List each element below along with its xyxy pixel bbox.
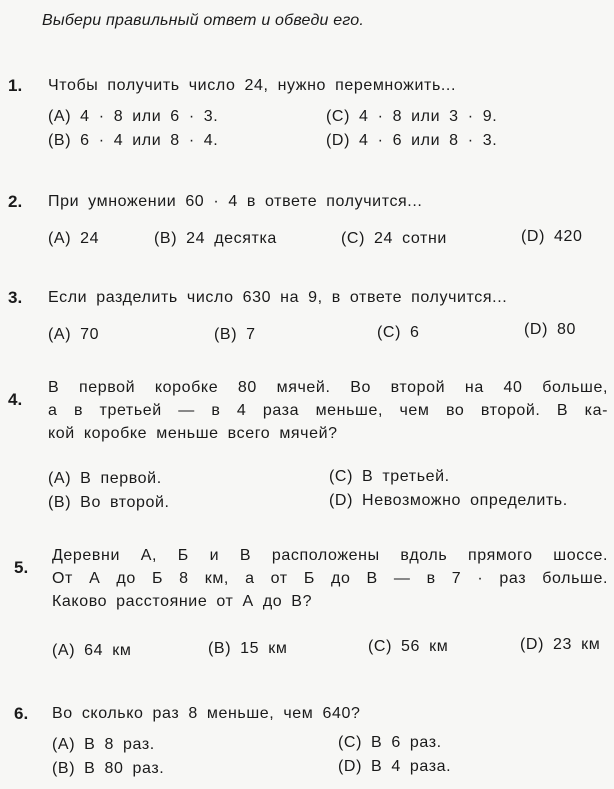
answer-option-d[interactable]: (D) В 4 раза. [338, 758, 452, 775]
question-text-line: Деревни А, Б и В расположены вдоль прямого шоссе. [52, 547, 608, 564]
instruction-text: Выбери правильный ответ и обведи его. [42, 12, 365, 29]
question-text [52, 544, 608, 613]
question-text: Во сколько раз 8 меньше, чем 640? [52, 705, 361, 722]
answer-option-b[interactable]: (B) 7 [214, 326, 256, 343]
answer-option-b[interactable]: (B) 6 · 4 или 8 · 4. [48, 132, 219, 149]
answer-option-c[interactable]: (C) 6 [377, 324, 420, 341]
answer-option-d[interactable]: (D) Невозможно определить. [329, 492, 568, 509]
answer-option-c[interactable]: (C) В 6 раз. [338, 734, 442, 751]
question-number: 5. [14, 558, 29, 577]
question-text-line: В первой коробке 80 мячей. Во второй на 40 больше, [48, 379, 608, 396]
answer-option-d[interactable]: (D) 420 [521, 228, 583, 245]
question-text-line: а в третьей — в 4 раза меньше, чем во второй. В ка- [48, 402, 608, 419]
answer-option-d[interactable]: (D) 80 [524, 321, 577, 338]
answer-option-b[interactable]: (B) Во второй. [48, 494, 170, 511]
answer-option-c[interactable]: (C) В третьей. [329, 468, 450, 485]
answer-option-c[interactable]: (C) 4 · 8 или 3 · 9. [326, 108, 498, 125]
answer-option-d[interactable]: (D) 4 · 6 или 8 · 3. [326, 132, 498, 149]
question-number: 2. [8, 192, 23, 211]
question-number: 6. [14, 704, 29, 723]
answer-option-c[interactable]: (C) 24 сотни [341, 230, 447, 247]
answer-option-a[interactable]: (A) В 8 раз. [52, 736, 155, 753]
question-number: 4. [8, 390, 23, 409]
answer-option-b[interactable]: (B) 24 десятка [154, 230, 277, 247]
question-text: Чтобы получить число 24, нужно перемножить... [48, 77, 457, 94]
answer-option-d[interactable]: (D) 23 км [520, 636, 601, 653]
question-text: Если разделить число 630 на 9, в ответе получится... [48, 289, 508, 306]
question-text-line: От А до Б 8 км, а от Б до В — в 7 · раз больше. [52, 570, 608, 587]
answer-option-a[interactable]: (A) 64 км [52, 642, 132, 659]
question-text: При умножении 60 · 4 в ответе получится... [48, 193, 423, 210]
question-number: 3. [8, 288, 23, 307]
answer-option-b[interactable]: (B) 15 км [208, 640, 288, 657]
question-text-line: Каково расстояние от А до В? [52, 593, 313, 610]
answer-option-a[interactable]: (A) В первой. [48, 470, 162, 487]
answer-option-b[interactable]: (B) В 80 раз. [52, 760, 165, 777]
question-number: 1. [8, 76, 23, 95]
question-text [48, 376, 608, 445]
answer-option-a[interactable]: (A) 24 [48, 230, 100, 247]
answer-option-a[interactable]: (A) 4 · 8 или 6 · 3. [48, 108, 219, 125]
question-text-line: кой коробке меньше всего мячей? [48, 425, 338, 442]
answer-option-a[interactable]: (A) 70 [48, 326, 100, 343]
answer-option-c[interactable]: (C) 56 км [368, 638, 449, 655]
